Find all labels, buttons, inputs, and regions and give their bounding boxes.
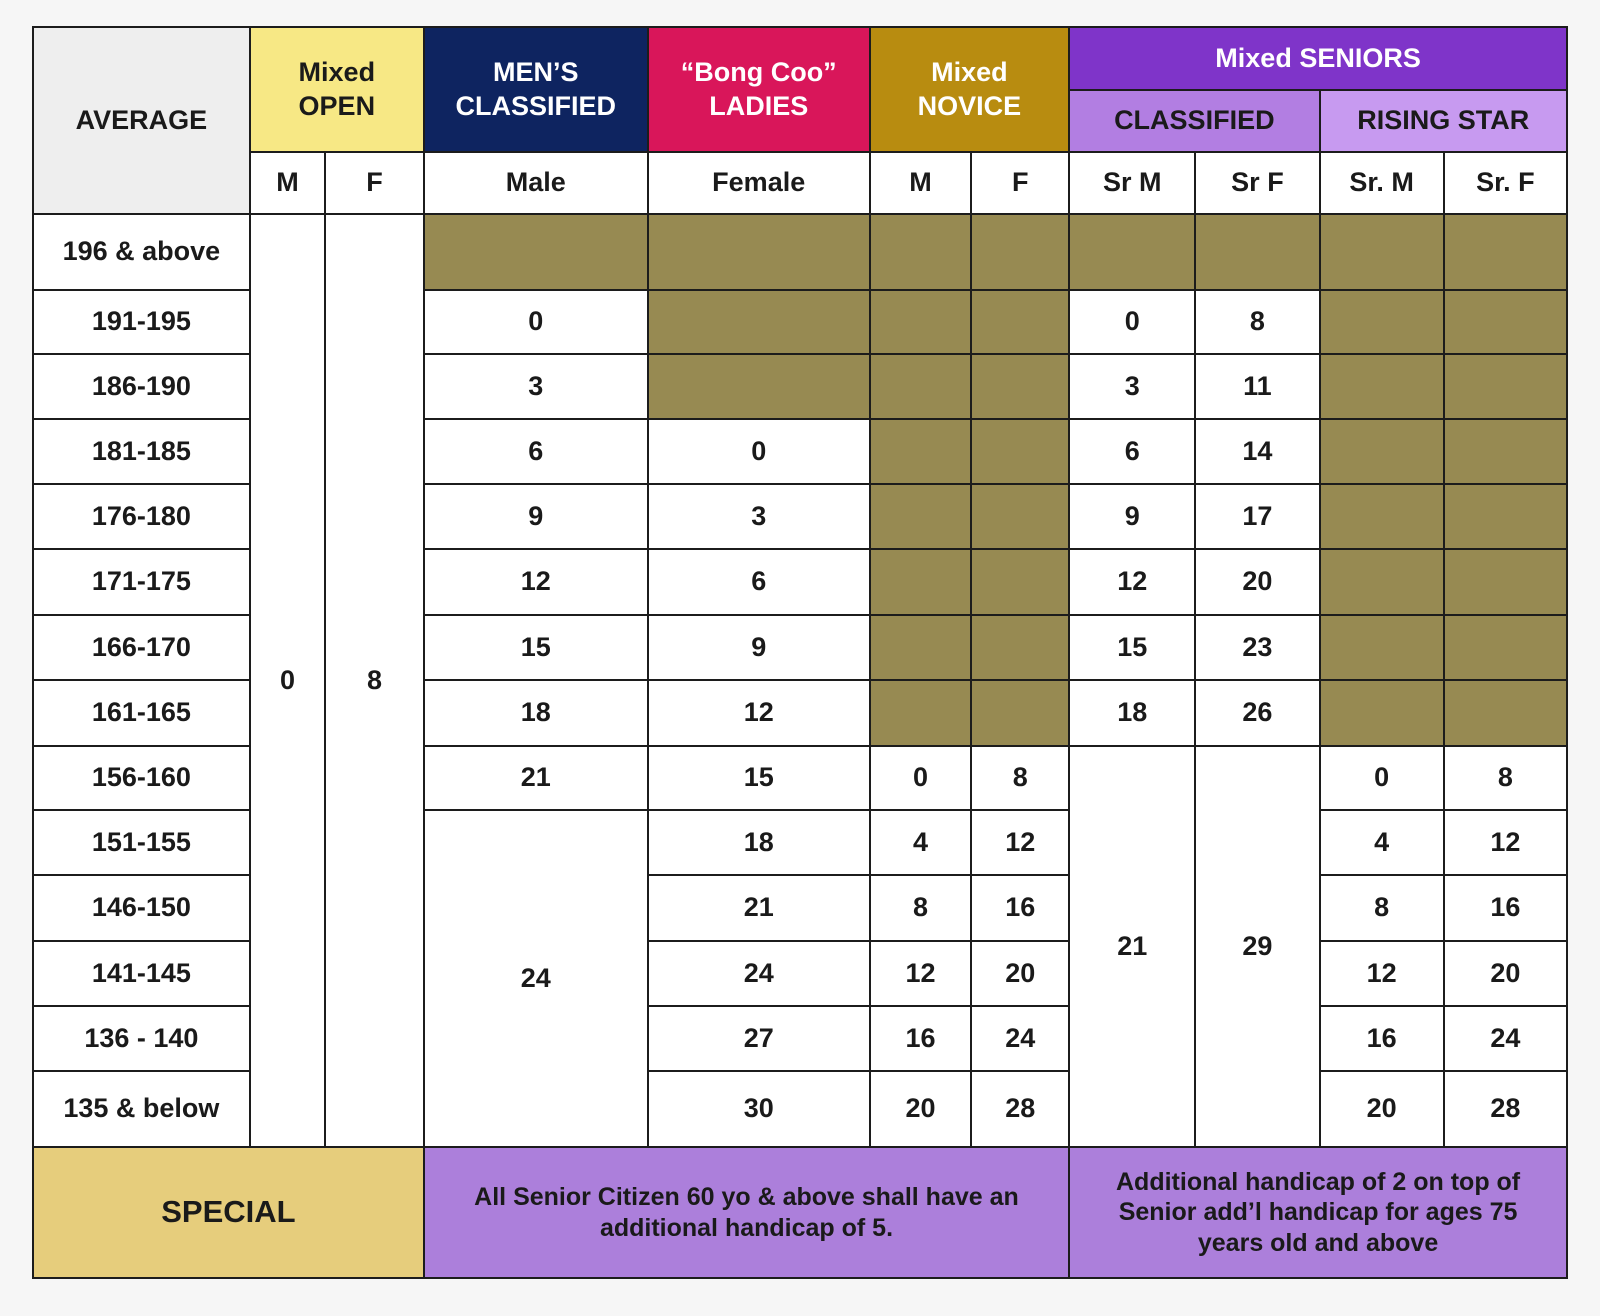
col-novice-f: F	[971, 152, 1069, 214]
novice-m-cell: 16	[870, 1006, 972, 1071]
rs-m-cell	[1320, 290, 1444, 354]
novice-f-cell	[971, 214, 1069, 290]
novice-f-cell: 24	[971, 1006, 1069, 1071]
mens-classified-line2: CLASSIFIED	[455, 90, 617, 121]
female-cell: 9	[648, 615, 870, 680]
rs-m-cell	[1320, 549, 1444, 615]
sr-cls-f-cell: 17	[1195, 484, 1319, 549]
rs-m-cell	[1320, 680, 1444, 746]
bong-coo-ladies-line2: LADIES	[709, 90, 809, 121]
female-cell: 21	[648, 875, 870, 941]
col-sr-cls-f: Sr F	[1195, 152, 1319, 214]
col-female: Female	[648, 152, 870, 214]
novice-m-cell: 8	[870, 875, 972, 941]
col-male: Male	[424, 152, 648, 214]
average-cell: 141-145	[33, 941, 250, 1006]
rs-f-cell	[1444, 214, 1567, 290]
male-cell: 6	[424, 419, 648, 484]
novice-m-cell: 4	[870, 810, 972, 875]
novice-f-cell	[971, 290, 1069, 354]
table-row	[33, 214, 1567, 290]
rs-m-cell	[1320, 354, 1444, 419]
rs-f-cell	[1444, 354, 1567, 419]
novice-m-cell: 0	[870, 746, 972, 810]
novice-f-cell	[971, 419, 1069, 484]
bong-coo-ladies-line1: “Bong Coo”	[680, 56, 837, 87]
female-cell: 6	[648, 549, 870, 615]
female-cell	[648, 290, 870, 354]
sr-cls-f-cell: 14	[1195, 419, 1319, 484]
novice-m-cell: 12	[870, 941, 972, 1006]
male-cell: 9	[424, 484, 648, 549]
rs-f-cell	[1444, 615, 1567, 680]
sr-cls-m-cell: 6	[1069, 419, 1195, 484]
average-cell: 161-165	[33, 680, 250, 746]
average-header	[33, 27, 250, 214]
male-cell: 15	[424, 615, 648, 680]
average-cell: 171-175	[33, 549, 250, 615]
mixed-open-line2: OPEN	[298, 90, 376, 121]
sr-cls-f-cell: 8	[1195, 290, 1319, 354]
rs-m-cell: 8	[1320, 875, 1444, 941]
female-cell	[648, 354, 870, 419]
col-open-m: M	[250, 152, 325, 214]
sr-cls-f-cell: 26	[1195, 680, 1319, 746]
sr-cls-m-cell: 0	[1069, 290, 1195, 354]
mens-classified-line1: MEN’S	[493, 56, 579, 87]
mixed-novice-header	[870, 27, 1069, 152]
male-cell	[424, 214, 648, 290]
average-cell: 166-170	[33, 615, 250, 680]
rs-f-cell	[1444, 290, 1567, 354]
average-cell: 156-160	[33, 746, 250, 810]
novice-f-cell	[971, 354, 1069, 419]
open-m-value: 0	[250, 214, 325, 1147]
handicap-table	[32, 26, 1568, 1279]
novice-f-cell: 16	[971, 875, 1069, 941]
col-sr-cls-m: Sr M	[1069, 152, 1195, 214]
novice-f-cell	[971, 615, 1069, 680]
average-cell: 196 & above	[33, 214, 250, 290]
novice-f-cell	[971, 484, 1069, 549]
rs-f-cell: 8	[1444, 746, 1567, 810]
bong-coo-ladies-header	[648, 27, 870, 152]
rs-m-cell: 4	[1320, 810, 1444, 875]
mixed-novice-line2: NOVICE	[917, 90, 1022, 121]
male-cell: 18	[424, 680, 648, 746]
novice-m-cell	[870, 549, 972, 615]
rs-f-cell: 28	[1444, 1071, 1567, 1147]
rs-m-cell	[1320, 214, 1444, 290]
mixed-open-line1: Mixed	[298, 56, 376, 87]
male-cell: 21	[424, 746, 648, 810]
novice-m-cell	[870, 354, 972, 419]
rs-m-cell: 12	[1320, 941, 1444, 1006]
special-label: SPECIAL	[33, 1147, 424, 1278]
rs-f-cell	[1444, 484, 1567, 549]
rs-f-cell	[1444, 419, 1567, 484]
col-rs-m: Sr. M	[1320, 152, 1444, 214]
female-cell	[648, 214, 870, 290]
sr-cls-f-cell	[1195, 214, 1319, 290]
female-cell: 24	[648, 941, 870, 1006]
seniors-classified-label: CLASSIFIED	[1114, 105, 1275, 136]
mixed-seniors-label: Mixed SENIORS	[1215, 42, 1421, 73]
female-cell: 15	[648, 746, 870, 810]
novice-f-cell	[971, 549, 1069, 615]
female-cell: 3	[648, 484, 870, 549]
novice-m-cell: 20	[870, 1071, 972, 1147]
novice-f-cell: 8	[971, 746, 1069, 810]
average-cell: 191-195	[33, 290, 250, 354]
sr-cls-m-cell: 15	[1069, 615, 1195, 680]
rs-m-cell	[1320, 419, 1444, 484]
male-cell: 3	[424, 354, 648, 419]
rs-m-cell	[1320, 615, 1444, 680]
sr-cls-f-cell: 20	[1195, 549, 1319, 615]
average-cell: 146-150	[33, 875, 250, 941]
average-cell: 186-190	[33, 354, 250, 419]
novice-f-cell: 12	[971, 810, 1069, 875]
senior-citizen-note: All Senior Citizen 60 yo & above shall have an additional handicap of 5.	[424, 1147, 1069, 1278]
female-cell: 12	[648, 680, 870, 746]
sr-cls-m-cell: 9	[1069, 484, 1195, 549]
female-cell: 30	[648, 1071, 870, 1147]
seniors-classified-header	[1069, 90, 1319, 152]
average-cell: 135 & below	[33, 1071, 250, 1147]
novice-f-cell: 28	[971, 1071, 1069, 1147]
age-75-note: Additional handicap of 2 on top of Senior add’l handicap for ages 75 years old and above	[1069, 1147, 1567, 1278]
average-cell: 136 - 140	[33, 1006, 250, 1071]
novice-f-cell: 20	[971, 941, 1069, 1006]
novice-m-cell	[870, 484, 972, 549]
sr-cls-m-cell: 18	[1069, 680, 1195, 746]
mixed-open-header	[250, 27, 424, 152]
novice-m-cell	[870, 214, 972, 290]
sr-cls-m-cell: 3	[1069, 354, 1195, 419]
average-header-label: AVERAGE	[75, 104, 208, 135]
male-cell: 0	[424, 290, 648, 354]
open-f-value: 8	[325, 214, 424, 1147]
sr-cls-m-low-value: 21	[1069, 746, 1195, 1147]
rs-m-cell: 0	[1320, 746, 1444, 810]
rs-f-cell: 20	[1444, 941, 1567, 1006]
rs-m-cell: 16	[1320, 1006, 1444, 1071]
average-cell: 151-155	[33, 810, 250, 875]
novice-m-cell	[870, 419, 972, 484]
sr-cls-m-cell	[1069, 214, 1195, 290]
rs-m-cell: 20	[1320, 1071, 1444, 1147]
novice-m-cell	[870, 615, 972, 680]
female-cell: 27	[648, 1006, 870, 1071]
col-novice-m: M	[870, 152, 972, 214]
rs-m-cell	[1320, 484, 1444, 549]
female-cell: 0	[648, 419, 870, 484]
mixed-seniors-header	[1069, 27, 1567, 90]
novice-m-cell	[870, 680, 972, 746]
male-low-value: 24	[424, 810, 648, 1147]
rising-star-header	[1320, 90, 1567, 152]
rs-f-cell	[1444, 680, 1567, 746]
sr-cls-f-cell: 11	[1195, 354, 1319, 419]
col-rs-f: Sr. F	[1444, 152, 1567, 214]
rs-f-cell: 12	[1444, 810, 1567, 875]
rs-f-cell: 16	[1444, 875, 1567, 941]
male-cell: 12	[424, 549, 648, 615]
rs-f-cell: 24	[1444, 1006, 1567, 1071]
average-cell: 176-180	[33, 484, 250, 549]
sr-cls-f-cell: 23	[1195, 615, 1319, 680]
novice-m-cell	[870, 290, 972, 354]
novice-f-cell	[971, 680, 1069, 746]
special-row	[33, 1147, 1567, 1278]
sr-cls-m-cell: 12	[1069, 549, 1195, 615]
female-cell: 18	[648, 810, 870, 875]
average-cell: 181-185	[33, 419, 250, 484]
col-open-f: F	[325, 152, 424, 214]
mixed-novice-line1: Mixed	[931, 56, 1008, 87]
rs-f-cell	[1444, 549, 1567, 615]
rising-star-label: RISING STAR	[1357, 105, 1530, 136]
sr-cls-f-low-value: 29	[1195, 746, 1319, 1147]
mens-classified-header	[424, 27, 648, 152]
